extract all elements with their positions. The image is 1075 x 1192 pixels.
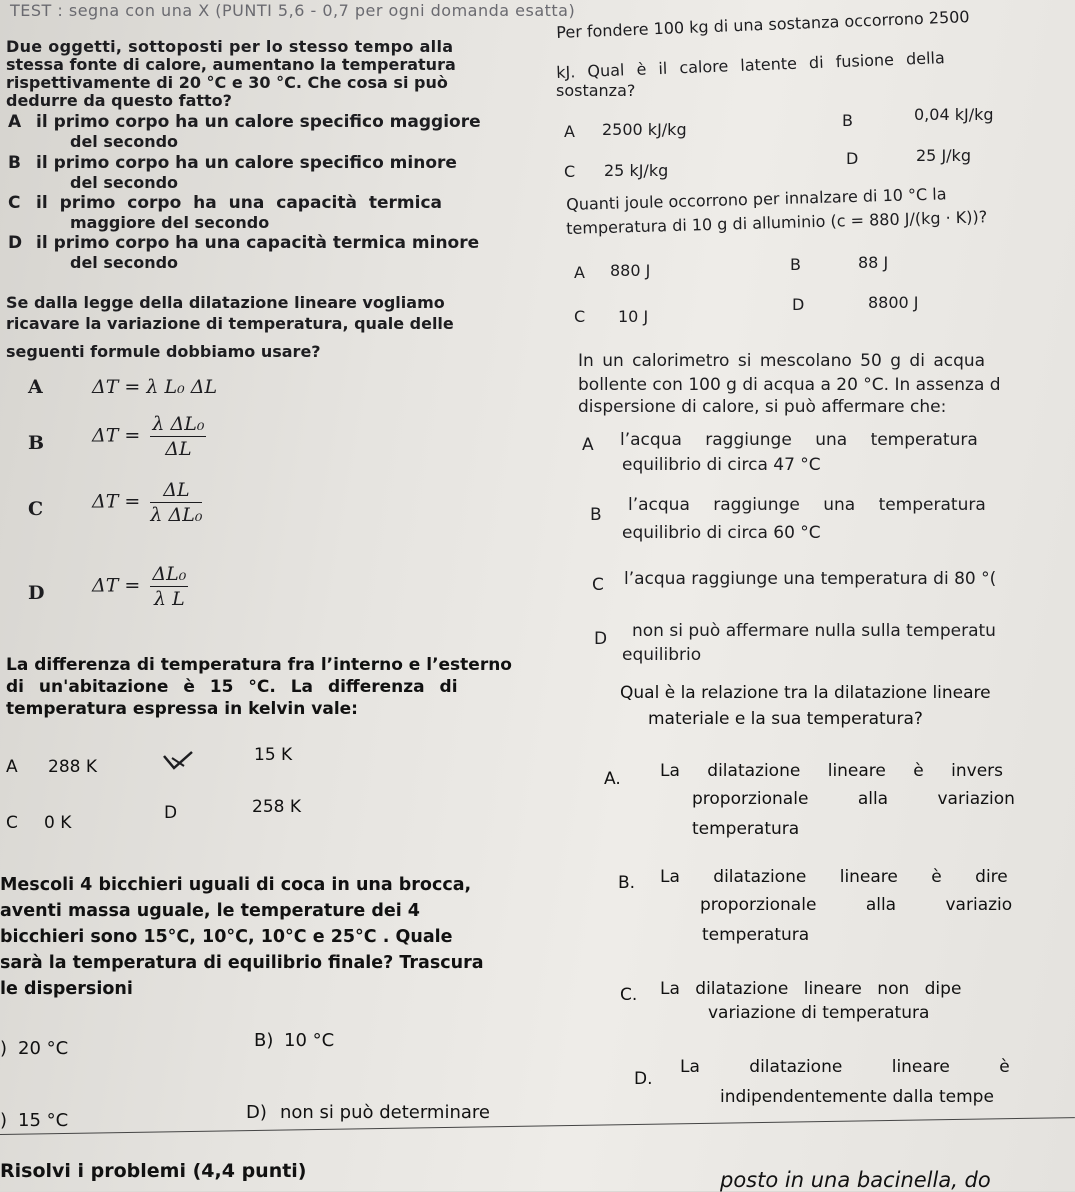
option-text: del secondo [70, 173, 179, 192]
option-letter: C [6, 813, 18, 833]
option-value: non si può determinare [280, 1102, 490, 1123]
option-text: equilibrio di circa 60 °C [622, 523, 821, 543]
option-text: il primo corpo ha un calore specifico maggiore [36, 112, 481, 132]
option-text: proporzionale alla variazion [692, 789, 1015, 809]
q5-line-3: dispersione di calore, si può affermare che: [578, 397, 947, 417]
option-value: 10 °C [284, 1030, 335, 1051]
q4-line-2: ricavare la variazione di temperatura, quale delle [6, 314, 454, 333]
option-text: l’acqua raggiunge una temperatura di 80 °( [624, 569, 997, 589]
q1-line-3: rispettivamente di 20 °C e 30 °C. Che cosa si può [6, 73, 448, 92]
option-value: 2500 kJ/kg [602, 120, 687, 139]
formula-lhs: ΔT = [92, 574, 141, 597]
option-letter: ) [0, 1038, 8, 1059]
option-letter: D [8, 233, 23, 253]
q2-line-3: sostanza? [556, 81, 636, 100]
q3-line-1: Quanti joule occorrono per innalzare di 10 °C la [565, 184, 947, 214]
denominator: λ ΔL₀ [150, 504, 203, 526]
q5-line-2: bollente con 100 g di acqua a 20 °C. In assenza d [578, 375, 1001, 395]
denominator: ΔL [165, 438, 192, 460]
option-letter: B [8, 153, 21, 173]
q2-line-1: Per fondere 100 kg di una sostanza occorrono 2500 [555, 7, 970, 42]
q2-line-2: kJ. Qual è il calore latente di fusione della [555, 48, 946, 82]
option-text: il primo corpo ha una capacità termica [36, 193, 442, 213]
formula-lhs: ΔT = [92, 490, 141, 513]
option-value: 10 J [618, 307, 649, 326]
option-text: l’acqua raggiunge una temperatura [620, 430, 978, 450]
option-letter: C [28, 498, 44, 520]
fraction [150, 412, 206, 461]
option-letter: C [8, 193, 21, 213]
option-letter: B [842, 111, 853, 130]
option-text: variazione di temperatura [708, 1003, 930, 1023]
option-value: 0 K [44, 813, 72, 833]
option-letter: B [590, 505, 602, 525]
q3-line-2: temperatura di 10 g di alluminio (c = 880 J/(kg · K))? [565, 207, 988, 238]
option-letter: D. [634, 1069, 653, 1089]
denominator: λ L [154, 588, 185, 610]
option-text: il primo corpo ha un calore specifico minore [36, 153, 457, 173]
option-text: equilibrio di circa 47 °C [622, 455, 821, 475]
test-header: TEST : segna con una X (PUNTI 5,6 - 0,7 per ogni domanda esatta) [10, 1, 576, 20]
q1-line-2: stessa fonte di calore, aumentano la temperatura [6, 55, 456, 74]
q8-line-2: aventi massa uguale, le temperature dei 4 [0, 901, 420, 921]
option-value: 15 °C [18, 1110, 69, 1131]
option-letter: C [564, 162, 576, 181]
option-letter: D [28, 582, 45, 604]
option-value: 15 K [254, 745, 293, 765]
option-letter: D [594, 629, 608, 649]
q7-line-2: materiale e la sua temperatura? [648, 709, 923, 729]
option-text: La dilatazione lineare non dipe [660, 979, 962, 999]
option-text: proporzionale alla variazio [700, 895, 1013, 915]
option-letter: B. [618, 873, 636, 893]
option-letter: A [564, 122, 575, 141]
option-letter: B [28, 432, 45, 454]
q8-line-4: sarà la temperatura di equilibrio finale? Trascura [0, 953, 484, 973]
option-text: La dilatazione lineare è [680, 1057, 1010, 1077]
formula-lhs: ΔT = [92, 424, 141, 447]
option-value: 288 K [48, 757, 97, 777]
option-text: il primo corpo ha una capacità termica minore [36, 233, 480, 253]
option-text: temperatura [702, 925, 810, 945]
option-letter: C. [620, 985, 638, 1005]
q4-line-1: Se dalla legge della dilatazione lineare vogliamo [6, 293, 445, 312]
option-letter: D [792, 295, 805, 314]
numerator: ΔL [150, 478, 202, 503]
option-letter: D [164, 803, 178, 823]
problem-text-fragment: posto in una bacinella, do [720, 1168, 991, 1192]
option-text: del secondo [70, 132, 179, 151]
option-letter: A [574, 263, 585, 282]
option-text: indipendentemente dalla tempe [720, 1087, 994, 1107]
q8-line-5: le dispersioni [0, 979, 133, 999]
fraction [150, 562, 188, 611]
q6-line-3: temperatura espressa in kelvin vale: [6, 699, 358, 719]
q8-line-3: bicchieri sono 15°C, 10°C, 10°C e 25°C . Quale [0, 927, 453, 947]
q1-line-4: dedurre da questo fatto? [6, 91, 232, 110]
option-value: 25 kJ/kg [604, 161, 669, 180]
option-value: 880 J [610, 261, 651, 280]
option-text: equilibrio [622, 645, 702, 665]
option-letter: A. [604, 769, 621, 789]
option-letter: C [592, 575, 604, 595]
option-letter: B) [254, 1030, 274, 1051]
q7-line-1: Qual è la relazione tra la dilatazione lineare [620, 683, 991, 703]
section-divider [0, 1117, 1075, 1135]
option-text: La dilatazione lineare è dire [660, 867, 1008, 887]
option-letter: D) [246, 1102, 267, 1123]
option-value: 0,04 kJ/kg [914, 105, 994, 124]
fraction [150, 478, 202, 527]
q4-line-3: seguenti formule dobbiamo usare? [6, 342, 321, 361]
option-text: La dilatazione lineare è invers [660, 761, 1004, 781]
q6-line-1: La differenza di temperatura fra l’interno e l’esterno [6, 655, 512, 675]
option-text: del secondo [70, 253, 179, 272]
option-value: 258 K [252, 797, 301, 817]
numerator: ΔL₀ [152, 563, 187, 585]
option-text: maggiore del secondo [70, 213, 270, 232]
numerator: λ ΔL₀ [152, 413, 205, 435]
option-letter: D [846, 149, 859, 168]
q8-line-1: Mescoli 4 bicchieri uguali di coca in una brocca, [0, 875, 472, 895]
option-text: l’acqua raggiunge una temperatura [628, 495, 986, 515]
option-text: temperatura [692, 819, 800, 839]
option-letter: A [8, 112, 22, 132]
option-value: 8800 J [868, 293, 919, 312]
option-text: non si può affermare nulla sulla temperatu [632, 621, 996, 641]
option-letter: A [28, 376, 43, 398]
option-letter: B [790, 255, 801, 274]
option-value: 88 J [858, 253, 889, 272]
option-letter: A [582, 435, 594, 455]
q5-line-1: In un calorimetro si mescolano 50 g di acqua [578, 351, 986, 371]
q1-line-1: Due oggetti, sottoposti per lo stesso tempo alla [6, 37, 454, 56]
option-value: 25 J/kg [916, 146, 971, 165]
option-letter: C [574, 307, 586, 326]
option-value: 20 °C [18, 1038, 69, 1059]
option-formula: ΔT = λ L₀ ΔL [92, 376, 218, 398]
problems-heading: Risolvi i problemi (4,4 punti) [0, 1160, 307, 1182]
q6-line-2: di un'abitazione è 15 °C. La differenza di [6, 677, 458, 697]
option-letter: ) [0, 1110, 8, 1131]
option-letter: A [6, 757, 18, 777]
